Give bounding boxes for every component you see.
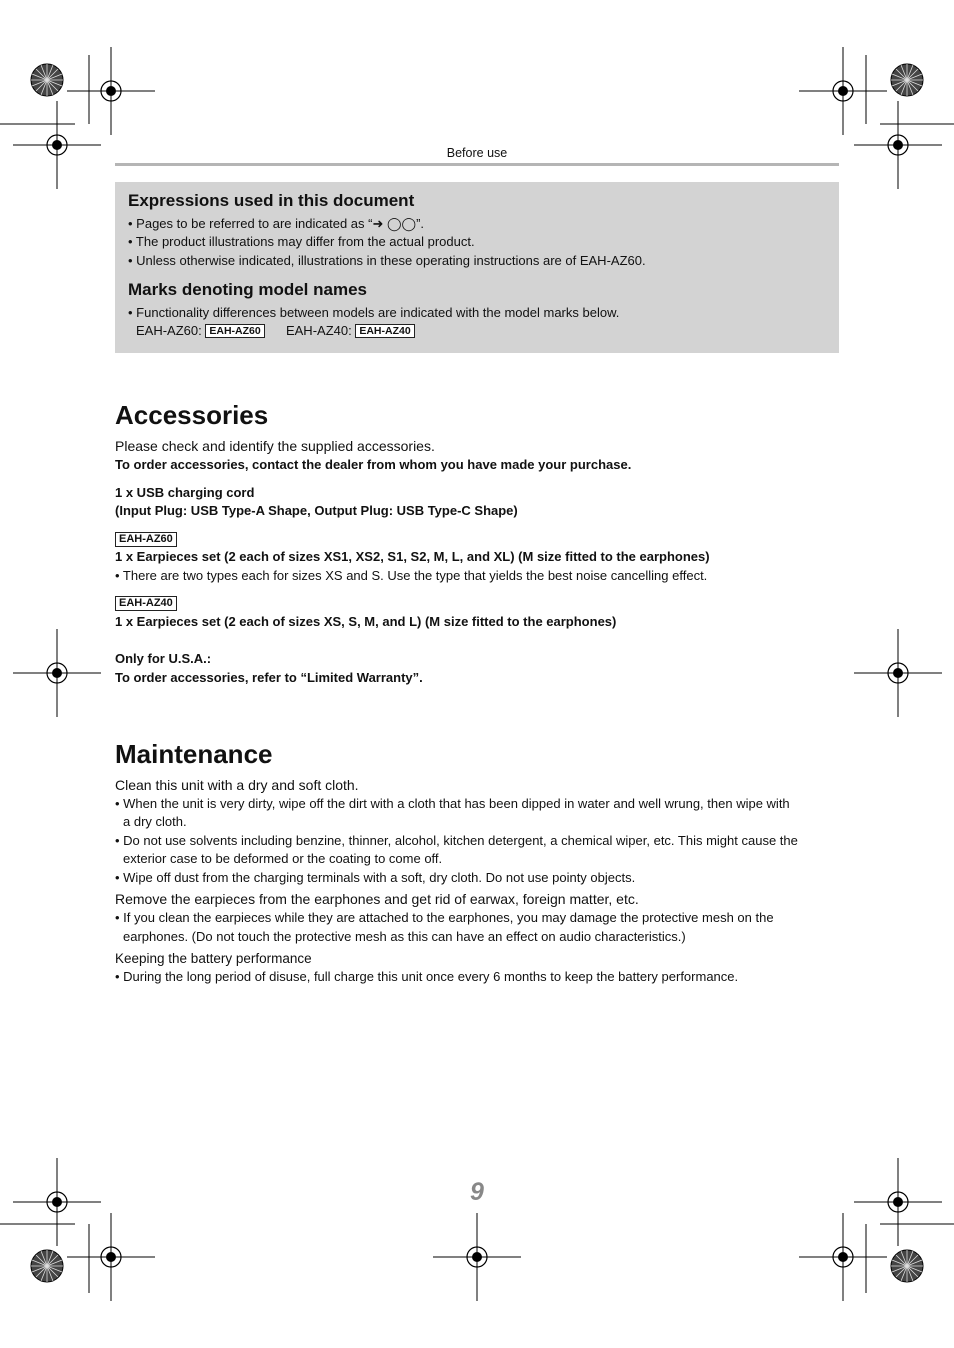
maintenance-bullet-cont: exterior case to be deformed or the coating to come off. — [123, 851, 443, 866]
az60-earpieces-item: 1 x Earpieces set (2 each of sizes XS1, XS2, S1, S2, M, L, and XL) (M size fitted to the earphones) — [115, 549, 710, 564]
expressions-box — [115, 182, 839, 353]
maintenance-bullet: • Wipe off dust from the charging terminals with a soft, dry cloth. Do not use pointy objects. — [115, 870, 636, 885]
page-number: 9 — [470, 1178, 484, 1206]
model-tag-az40: EAH-AZ40 — [115, 596, 177, 611]
model-tag-az60: EAH-AZ60 — [115, 532, 177, 547]
header-rule — [115, 163, 839, 166]
az40-earpieces-item: 1 x Earpieces set (2 each of sizes XS, S, M, and L) (M size fitted to the earphones) — [115, 614, 617, 629]
maintenance-remove: Remove the earpieces from the earphones and get rid of earwax, foreign matter, etc. — [115, 891, 639, 907]
maintenance-bullet: • If you clean the earpieces while they are attached to the earphones, you may damage the protective mesh on the — [115, 910, 774, 925]
maintenance-heading: Maintenance — [115, 739, 273, 769]
usb-cord-item: 1 x USB charging cord — [115, 485, 255, 500]
marks-bullet: • Functionality differences between models are indicated with the model marks below. — [128, 305, 620, 320]
maintenance-clean: Clean this unit with a dry and soft cloth. — [115, 777, 359, 793]
accessories-order-note: To order accessories, contact the dealer from whom you have made your purchase. — [115, 457, 632, 472]
marks-title: Marks denoting model names — [128, 280, 367, 299]
battery-note: • During the long period of disuse, full charge this unit once every 6 months to keep the battery performance. — [115, 969, 739, 984]
maintenance-bullet-cont: earphones. (Do not touch the protective mesh as this can have an effect on audio characteristics.) — [123, 929, 686, 944]
expressions-title: Expressions used in this document — [128, 191, 415, 210]
battery-title: Keeping the battery performance — [115, 951, 312, 966]
expressions-bullet: • Pages to be referred to are indicated as “➜ ◯◯”. — [128, 216, 425, 231]
expressions-bullet: • Unless otherwise indicated, illustrations in these operating instructions are of EAH-AZ60. — [128, 253, 646, 268]
accessories-intro: Please check and identify the supplied accessories. — [115, 438, 435, 454]
running-header: Before use — [446, 146, 508, 160]
maintenance-bullet-cont: a dry cloth. — [123, 814, 187, 829]
usb-cord-plugs: (Input Plug: USB Type-A Shape, Output Plug: USB Type-C Shape) — [115, 503, 518, 518]
model2-label: EAH-AZ40: — [285, 323, 352, 338]
maintenance-bullet: • Do not use solvents including benzine, thinner, alcohol, kitchen detergent, a chemical wiper, etc. This might cause the — [115, 833, 798, 848]
usa-only-label: Only for U.S.A.: — [115, 651, 212, 666]
expressions-bullet: • The product illustrations may differ from the actual product. — [128, 234, 475, 249]
usa-warranty-note: To order accessories, refer to “Limited Warranty”. — [115, 670, 423, 685]
model1-mark: EAH-AZ60 — [205, 324, 264, 338]
model-marks-line — [136, 323, 415, 338]
model1-label: EAH-AZ60: — [136, 323, 202, 338]
accessories-heading: Accessories — [115, 400, 269, 430]
model2-mark: EAH-AZ40 — [355, 324, 414, 338]
maintenance-bullet: • When the unit is very dirty, wipe off the dirt with a cloth that has been dipped in water and well wrung, then wipe with — [115, 796, 790, 811]
az60-earpieces-note: • There are two types each for sizes XS and S. Use the type that yields the best noise cancelling effect. — [115, 568, 708, 583]
